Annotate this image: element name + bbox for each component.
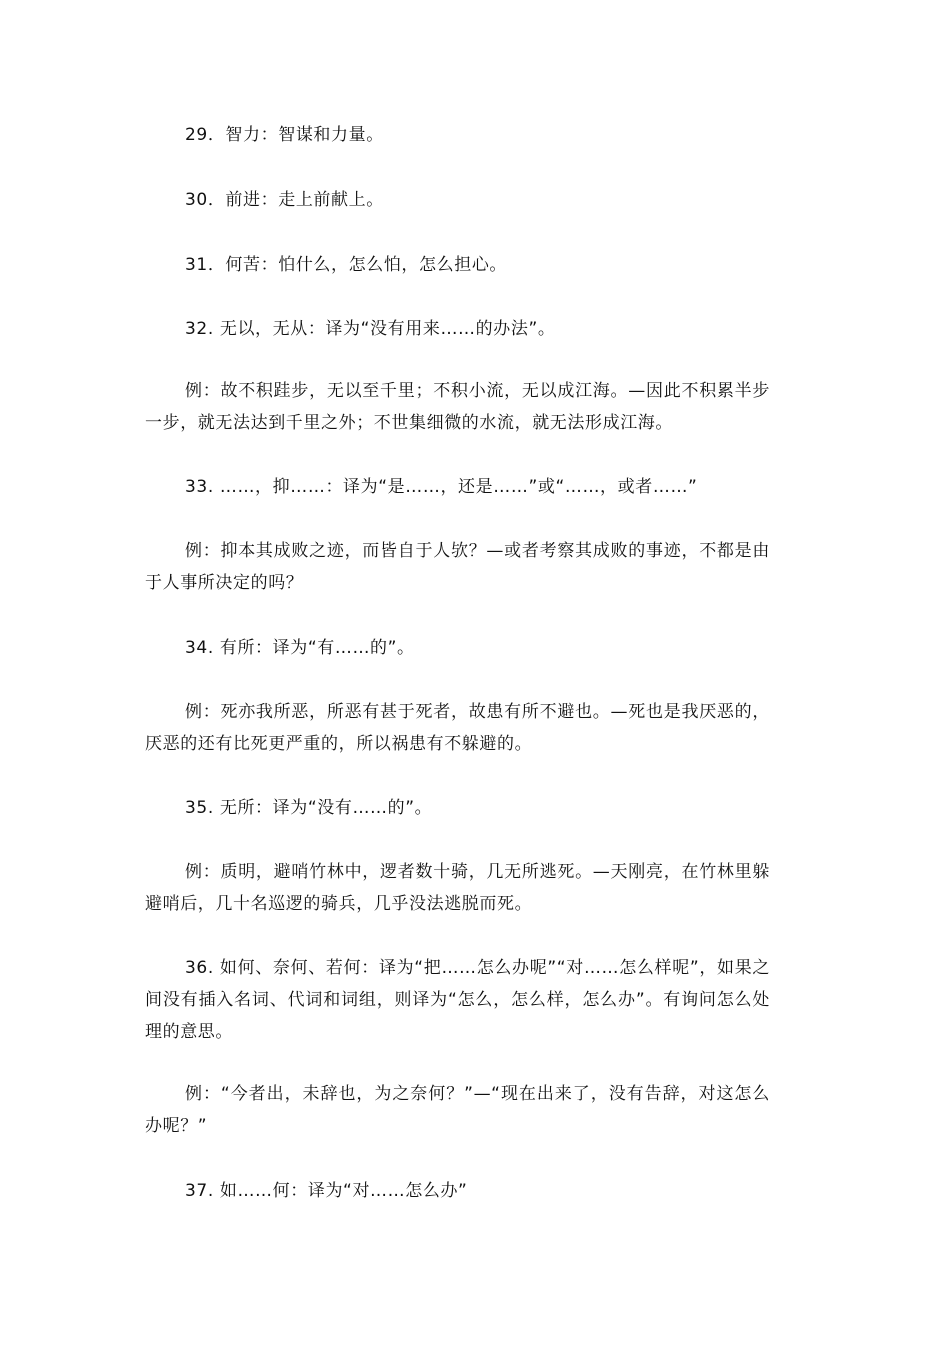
item-29: 29．智力：智谋和力量。	[185, 125, 384, 145]
item-35: 35. 无所：译为“没有……的”。	[185, 798, 433, 818]
example-32: 例：故不积跬步，无以至千里；不积小流，无以成江海。—因此不积累半步一步，就无法达到千里之外；不世集细微的水流，就无法形成江海。	[145, 381, 770, 433]
example-34: 例：死亦我所恶，所恶有甚于死者，故患有所不避也。—死也是我厌恶的，厌恶的还有比死更严重的，所以祸患有不躲避的。	[145, 702, 770, 754]
example-36: 例：“今者出，未辞也，为之奈何？”—“现在出来了，没有告辞，对这怎么办呢？”	[145, 1084, 770, 1136]
item-31: 31．何苦：怕什么，怎么怕，怎么担心。	[185, 255, 508, 275]
item-32: 32. 无以，无从：译为“没有用来……的办法”。	[185, 319, 556, 339]
item-36: 36. 如何、奈何、若何：译为“把……怎么办呢”“对……怎么样呢”，如果之间没有插入名词、代词和词组，则译为“怎么，怎么样，怎么办”。有询问怎么处理的意思。	[145, 958, 770, 1042]
item-33: 33. ……，抑……：译为“是……，还是……”或“……，或者……”	[185, 477, 698, 497]
example-33: 例：抑本其成败之迹，而皆自于人欤？—或者考察其成败的事迹，不都是由于人事所决定的吗？	[145, 541, 770, 593]
item-37: 37. 如……何：译为“对……怎么办”	[185, 1181, 468, 1201]
example-35: 例：质明，避哨竹林中，逻者数十骑，几无所逃死。—天刚亮，在竹林里躲避哨后，几十名巡逻的骑兵，几乎没法逃脱而死。	[145, 862, 770, 914]
item-34: 34. 有所：译为“有……的”。	[185, 638, 415, 658]
item-30: 30．前进：走上前献上。	[185, 190, 384, 210]
